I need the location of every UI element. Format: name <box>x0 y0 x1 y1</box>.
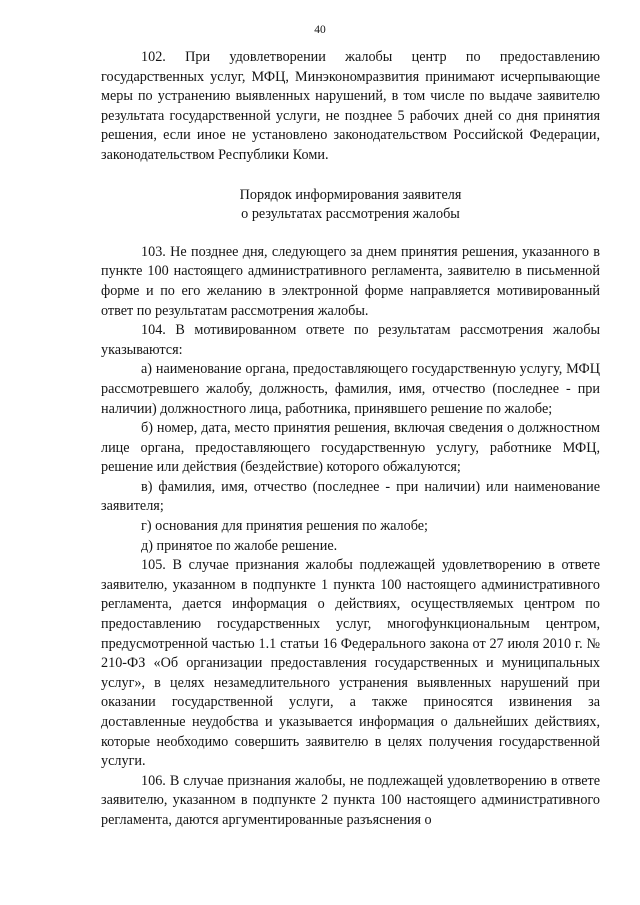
paragraph-104: 104. В мотивированном ответе по результатам рассмотрения жалобы указываются: <box>101 322 600 358</box>
paragraph-104-item-d: д) принятое по жалобе решение. <box>141 537 338 554</box>
paragraph-104-item-b: б) номер, дата, место принятия решения, включая сведения о должностном лице органа, предоставляющего государственную услугу, работнике МФЦ, решение или действия (бездействие) которого обжалуются; <box>101 420 600 476</box>
paragraph-103: 103. Не позднее дня, следующего за днем принятия решения, указанного в пункте 100 настоящего административного регламента, заявителю в письменной форме и по его желанию в электронной форме направляется мотивированный ответ по результатам рассмотрения жалобы. <box>101 243 600 319</box>
section-heading-line-1: Порядок информирования заявителя <box>239 186 462 203</box>
document-body <box>101 48 600 831</box>
paragraph-106: 106. В случае признания жалобы, не подлежащей удовлетворению в ответе заявителю, указанном в подпункте 2 пункта 100 настоящего административного регламента, даются аргументированные разъяснения о <box>101 772 600 828</box>
section-heading <box>101 186 600 225</box>
paragraph-105: 105. В случае признания жалобы подлежащей удовлетворению в ответе заявителю, указанном в подпункте 1 пункта 100 настоящего административного регламента, дается информация о действиях, осуществляемых центром по предоставлению государственных услуг, многофункциональным центром, предусмотренной частью 1.1 статьи 16 Федерального закона от 27 июля 2010 г. № 210-ФЗ «Об организации предоставления государственных и муниципальных услуг», в целях незамедлительного устранения выявленных нарушений при оказании государственной услуги, а также приносятся извинения за доставленные неудобства и указывается информация о дальнейших действиях, которые необходимо совершить заявителю в целях получения государственной услуги. <box>101 557 600 770</box>
paragraph-102: 102. При удовлетворении жалобы центр по предоставлению государственных услуг, МФЦ, Минэкономразвития принимают исчерпывающие меры по устранению выявленных нарушений, в том числе по выдаче заявителю результата государственной услуги, не позднее 5 рабочих дней со дня принятия решения, если иное не установлено законодательством Российской Федерации, законодательством Республики Коми. <box>101 49 600 163</box>
paragraph-104-item-v: в) фамилия, имя, отчество (последнее - при наличии) или наименование заявителя; <box>101 478 600 515</box>
section-heading-line-2: о результатах рассмотрения жалобы <box>241 206 460 223</box>
page-number: 40 <box>314 24 326 36</box>
paragraph-104-item-g: г) основания для принятия решения по жалобе; <box>141 518 428 535</box>
paragraph-104-item-a: а) наименование органа, предоставляющего государственную услугу, МФЦ рассмотревшего жалобу, должность, фамилия, имя, отчество (последнее - при наличии) должностного лица, работника, принявшего решение по жалобе; <box>101 361 600 417</box>
